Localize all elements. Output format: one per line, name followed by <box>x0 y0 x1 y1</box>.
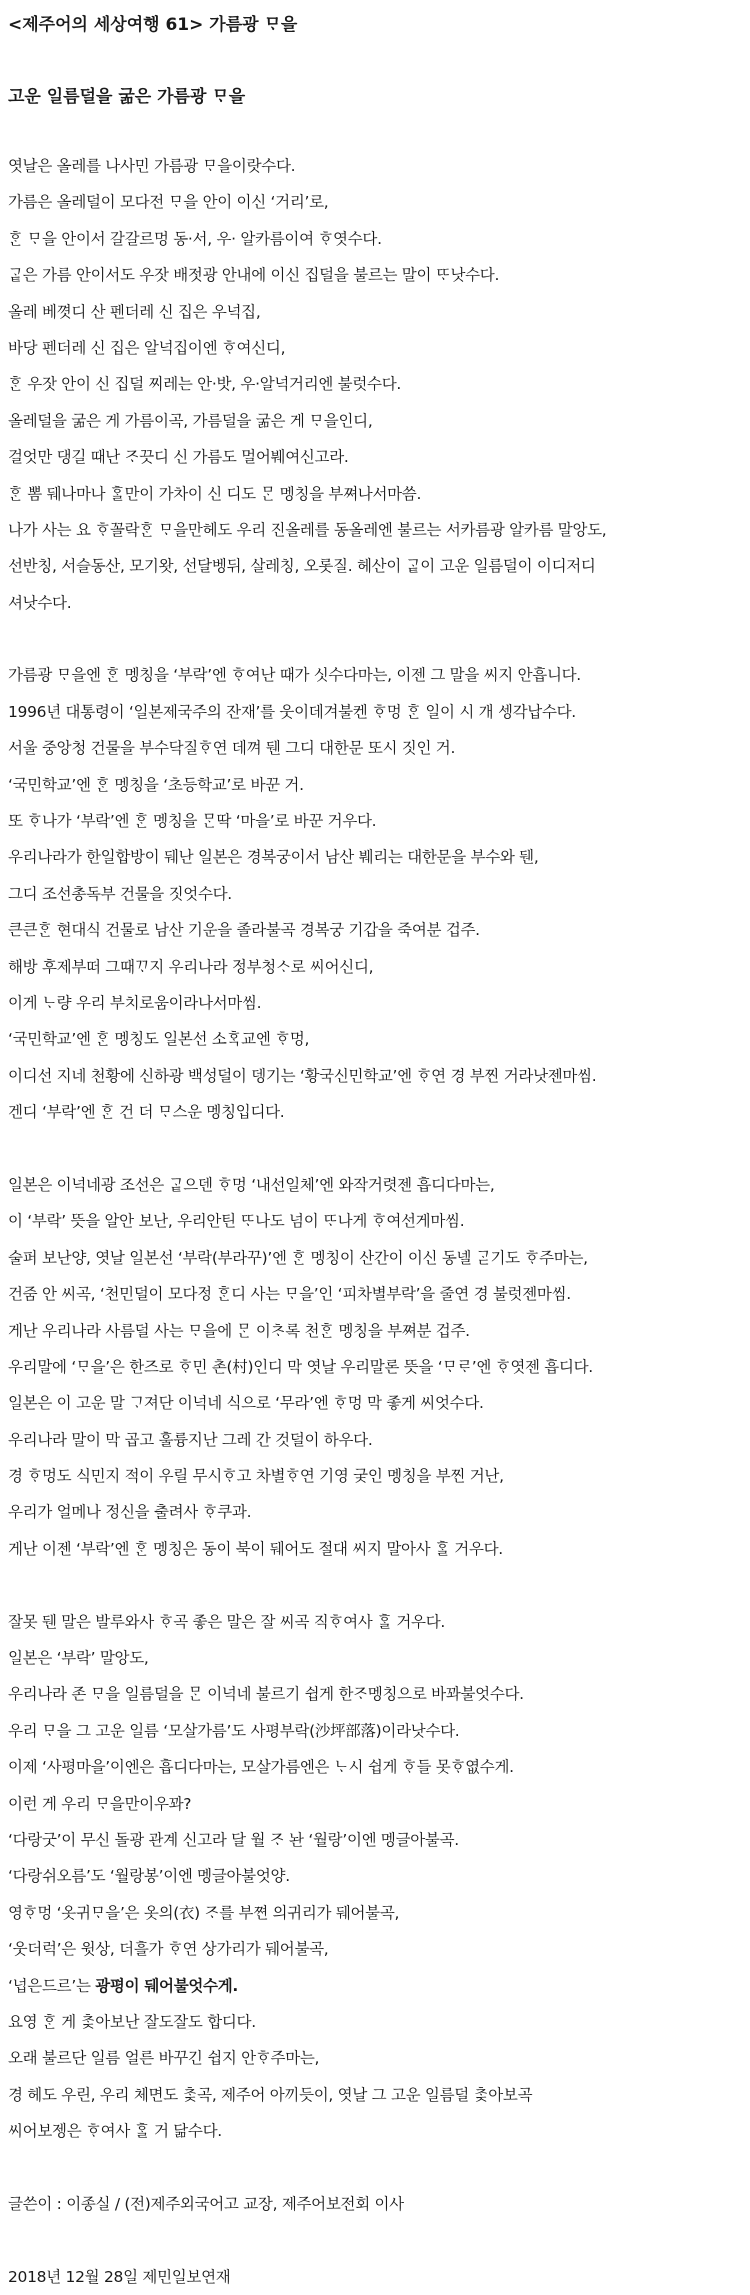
spacer <box>8 621 750 657</box>
text-line: 해방 후제부떠 그때ᄁᆞ지 우리나라 정부청ᄉᆞ로 씨어신디, <box>8 957 374 976</box>
text-line: 이런 게 우리 ᄆᆞ을만이우꽈? <box>8 1794 192 1813</box>
text-line: 이 ‘부락’ 뜻을 알안 보난, 우리안틴 ᄄᆞ나도 넘이 ᄄᆞ나게 ᄒᆞ여선게마씸. <box>8 1212 465 1231</box>
text-line: ‘국민학교’엔 ᄒᆞᆫ 멩칭을 ‘초등학교’로 바꾼 거. <box>8 775 304 794</box>
byline: 글쓴이 : 이종실 / (전)제주외국어고 교장, 제주어보전회 이사 <box>8 2194 404 2213</box>
text-segment: ‘넙은드르’는 <box>8 1976 96 1995</box>
spacer <box>8 1131 750 1167</box>
text-line: 우리나라가 한일합방이 뒈난 일본은 경복궁이서 남산 붸리는 대한문을 부수와 뒌, <box>8 848 539 867</box>
text-line: 이디선 지네 천황에 신하광 백성덜이 뎅기는 ‘황국신민학교’엔 ᄒᆞ연 경 부찐 거라낫젠마씸. <box>8 1066 597 1085</box>
text-line: 일본은 이 고운 말 ᄀᆞ져단 이넉네 식으로 ‘무라’엔 ᄒᆞ멍 막 좋게 씨엇수다. <box>8 1394 484 1413</box>
article-heading: 고운 일름덜을 굶은 가름광 ᄆᆞ을 <box>8 87 246 107</box>
text-line: 게난 이젠 ‘부락’엔 ᄒᆞᆫ 멩칭은 동이 북이 뒈어도 절대 씨지 말아사 ᄒᆞᆯ 거우다. <box>8 1539 503 1558</box>
text-line: 술퍼 보난양, 엿날 일본선 ‘부락(부라꾸)’엔 ᄒᆞᆫ 멩칭이 산간이 이신 동넬 ᄀᆞᆮ기도 ᄒᆞ주마는, <box>8 1248 588 1267</box>
text-line: 게난 우리나라 사름덜 사는 ᄆᆞ을에 ᄆᆞᆫ 이ᄎᆞ록 천ᄒᆞᆫ 멩칭을 부쪄분 겁주. <box>8 1321 470 1340</box>
text-line: ‘웃더럭’은 윗상, 더흘가 ᄒᆞ연 상가리가 뒈어불곡, <box>8 1940 329 1959</box>
spacer <box>8 2222 750 2258</box>
text-line: 씨어보젱은 ᄒᆞ여사 ᄒᆞᆯ 거 닮수다. <box>8 2122 222 2141</box>
spacer <box>8 2149 750 2185</box>
text-line: ᄒᆞᆫ 우잣 안이 신 집덜 찌레는 안·밧, 우·알넉거리엔 불럿수다. <box>8 375 402 394</box>
text-line: 오래 불르단 일름 얼른 바꾸긴 쉽지 안ᄒᆞ주마는, <box>8 2049 320 2068</box>
text-line: 바당 펜더레 신 집은 알넉집이엔 ᄒᆞ여신디, <box>8 338 286 357</box>
text-line <box>8 1968 750 2004</box>
text-line: 셔낫수다. <box>8 593 72 612</box>
article-body <box>8 148 750 2186</box>
text-line: 1996년 대통령이 ‘일본제국주의 잔재’를 웃이데겨불켄 ᄒᆞ멍 ᄒᆞᆫ 일이 시 개 셍각납수다. <box>8 702 576 721</box>
text-line: 이게 ᄂᆞ량 우리 부치로움이라나서마씸. <box>8 993 262 1012</box>
text-line: 우리 ᄆᆞ을 그 고운 일름 ‘모살가름’도 사평부락(沙坪部落)이라낫수다. <box>8 1721 460 1740</box>
text-line: 경 ᄒᆞ멍도 식민지 적이 우릴 무시ᄒᆞ고 차별ᄒᆞ연 기영 궂인 멩칭을 부찐 거난, <box>8 1467 504 1486</box>
text-line: 우리나라 말이 막 곱고 훌륭지난 그레 간 것덜이 하우다. <box>8 1430 373 1449</box>
text-line: 잘못 뒌 말은 발루와사 ᄒᆞ곡 좋은 말은 잘 씨곡 직ᄒᆞ여사 ᄒᆞᆯ 거우다. <box>8 1612 446 1631</box>
paragraph <box>8 1167 750 1567</box>
text-line: 우리말에 ‘ᄆᆞ을’은 한즈로 ᄒᆞ민 촌(村)인디 막 엿날 우리말론 뜻을 ‘ᄆᆞᄅᆞ’엔 ᄒᆞ엿젠 흡디다. <box>8 1357 593 1376</box>
text-line: 걸엇만 댕길 때난 ᄌᆞ끗디 신 가름도 멀어붸여신고라. <box>8 448 349 467</box>
text-line: ‘국민학교’엔 ᄒᆞᆫ 멩칭도 일본선 소ᄒᆞᆨ교엔 ᄒᆞ멍, <box>8 1030 310 1049</box>
spacer <box>8 42 750 80</box>
text-line: 엿날은 올레를 나사민 가름광 ᄆᆞ을이랏수다. <box>8 157 296 175</box>
text-line: 서울 중앙청 건물을 부수닥질ᄒᆞ연 데껴 뒌 그디 대한문 또시 짓인 거. <box>8 739 456 758</box>
text-line: ‘다랑굿’이 무신 돌광 관계 신고라 달 월 ᄌᆞ 놘 ‘월랑’이엔 멩글아불곡. <box>8 1830 459 1849</box>
text-line: 그디 조선총독부 건물을 짓엇수다. <box>8 884 232 903</box>
spacer <box>8 1567 750 1603</box>
paragraph <box>8 1604 750 2150</box>
text-line: 선반칭, 서슬동산, 모기왓, 선달벵뒤, 살레칭, 오롯질. 헤산이 ᄀᆞᇀ이 고운 일름덜이 이디저디 <box>8 557 596 576</box>
text-line: 요영 ᄒᆞᆫ 게 ᄎᆞᆽ아보난 잘도잘도 합디다. <box>8 2012 256 2031</box>
text-line: 경 헤도 우린, 우리 체면도 ᄎᆞᆽ곡, 제주어 아끼듯이, 엿날 그 고운 일름덜 ᄎᆞᆽ아보곡 <box>8 2085 533 2104</box>
text-line: 우리나라 존 ᄆᆞ을 일름덜을 ᄆᆞᆫ 이넉네 불르기 쉽게 한ᄌᆞ멩칭으로 바꽈불엇수다. <box>8 1685 524 1704</box>
text-line: 큰큰ᄒᆞᆫ 현대식 건물로 남산 기운을 졸라불곡 경복궁 기갑을 죽여분 겁주. <box>8 921 480 940</box>
text-line: 나가 사는 요 ᄒᆞ꼴락ᄒᆞᆫ ᄆᆞ을만헤도 우리 진올레를 동올레엔 불르는 서카름광 알카름 말앙도, <box>8 520 607 539</box>
text-line: 일본은 이넉네광 조선은 ᄀᆞᇀ으덴 ᄒᆞ멍 ‘내선일체’엔 와작거렷젠 흡디다마는, <box>8 1175 495 1194</box>
text-line: 일본은 ‘부락’ 말앙도, <box>8 1649 149 1668</box>
text-line: ᄒᆞᆫ ᄆᆞ을 안이서 갈갈르멍 동·서, 우· 알카름이여 ᄒᆞ엿수다. <box>8 229 382 248</box>
text-line: ᄒᆞᆫ 뽐 뒈나마나 ᄒᆞᆯ만이 가차이 신 디도 ᄆᆞᆫ 멩칭을 부쪄나서마씀. <box>8 484 422 503</box>
text-line: 이제 ‘사평마을’이엔은 흡디다마는, 모살가름엔은 ᄂᆞ시 쉽게 ᄒᆞ들 못ᄒᆞ엾수게. <box>8 1758 514 1777</box>
text-line: 건줌 안 씨곡, ‘천민덜이 모다정 ᄒᆞᆫ디 사는 ᄆᆞ을’인 ‘피차별부락’을 줄연 경 불럿젠마씸. <box>8 1285 571 1304</box>
paragraph <box>8 148 750 621</box>
dateline: 2018년 12월 28일 제민일보연재 <box>8 2267 231 2286</box>
text-line: 우리가 얼메나 정신을 출려사 ᄒᆞ쿠과. <box>8 1503 252 1522</box>
text-line: 영ᄒᆞ멍 ‘옷귀ᄆᆞ을’은 옷의(衣) ᄌᆞ를 부쪈 의귀리가 뒈어불곡, <box>8 1903 400 1922</box>
text-line: 가름광 ᄆᆞ을엔 ᄒᆞᆫ 멩칭을 ‘부락’엔 ᄒᆞ여난 때가 싯수다마는, 이젠 그 말을 씨지 안흡니다. <box>8 666 581 685</box>
spacer <box>8 114 750 148</box>
series-title: <제주어의 세상여행 61> 가름광 ᄆᆞ을 <box>8 15 298 35</box>
text-line: 가름은 올레덜이 모다전 ᄆᆞ을 안이 이신 ‘거리’로, <box>8 193 329 212</box>
text-line: ᄀᆞᇀ은 가름 안이서도 우잣 배젓광 안내에 이신 집덜을 불르는 말이 ᄄᆞ낫수다. <box>8 266 500 285</box>
paragraph <box>8 657 750 1130</box>
bold-text-segment: 광평이 뒈어불엇수게. <box>95 1976 238 1995</box>
text-line: 올레 베꼇디 산 펜더레 신 집은 우넉집, <box>8 302 261 321</box>
text-line: 또 ᄒᆞ나가 ‘부락’엔 ᄒᆞᆫ 멩칭을 ᄆᆞᆫ딱 ‘마을’로 바꾼 거우다. <box>8 812 377 831</box>
text-line: 올레덜을 굶은 게 가름이곡, 가름덜을 굶은 게 ᄆᆞ을인디, <box>8 411 373 430</box>
text-line: ‘다랑쉬오름’도 ‘월랑봉’이엔 멩글아불엇양. <box>8 1867 290 1886</box>
text-line: 겐디 ‘부락’엔 ᄒᆞᆫ 건 더 ᄆᆞ스운 멩칭입디다. <box>8 1103 285 1122</box>
